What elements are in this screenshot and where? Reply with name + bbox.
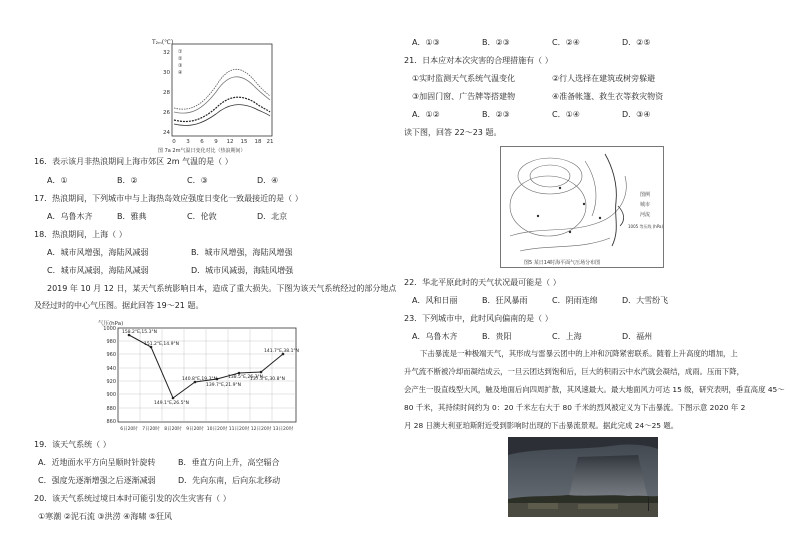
fig1-xtick: 9 xyxy=(214,139,218,145)
fig2-xtick: 13日20时 xyxy=(272,427,294,432)
fig1-ytick: 30 xyxy=(163,70,170,76)
q21-stem: 21．日本应对本次灾害的合理措施有（ ） xyxy=(404,56,553,65)
q18-stem: 18．热浪期间，上海（ ） xyxy=(34,230,127,239)
q21-item-4: ④准备帐篷、救生衣等救灾物资 xyxy=(552,92,664,101)
q18-option-a[interactable]: A．城市风增强，海陆风减弱 xyxy=(47,248,149,257)
q22-option-c[interactable]: C．阴雨连绵 xyxy=(552,296,598,305)
pressure-line-chart xyxy=(96,318,302,438)
q20-answer-a[interactable]: A．①③ xyxy=(412,38,440,47)
city-marker xyxy=(559,187,561,189)
city-marker xyxy=(569,231,571,233)
q21-item-2: ②行人选择在建筑或树旁躲避 xyxy=(552,74,656,83)
fig2-ytick: 900 xyxy=(106,392,116,398)
map-legend-river: 河流 xyxy=(640,212,651,218)
fig2-xtick: 9日20时 xyxy=(186,427,204,432)
point-label: 151.2°E,14.9°N xyxy=(144,342,180,347)
q21-option-a[interactable]: A．①② xyxy=(412,110,440,119)
pressure-point xyxy=(260,371,263,374)
q16-option-a[interactable]: A．① xyxy=(47,176,68,185)
q21-option-d[interactable]: D．③④ xyxy=(622,110,651,119)
map-legend-city: 城市 xyxy=(640,202,651,208)
fig2-ytick: 960 xyxy=(106,352,116,358)
q21-item-1: ①实时监测天气系统气温变化 xyxy=(412,74,516,83)
fig1-ytick: 28 xyxy=(163,90,170,96)
q23-option-a[interactable]: A．乌鲁木齐 xyxy=(412,332,458,341)
q20-stem: 20．该天气系统过境日本时可能引发的次生灾害有（ ） xyxy=(34,494,231,503)
intro19-line2: 及经过时的中心气压图。据此回答 19～21 题。 xyxy=(34,301,204,310)
q16-option-c[interactable]: C．③ xyxy=(187,176,208,185)
q17-option-b[interactable]: B．雅典 xyxy=(117,212,147,221)
q16-option-d[interactable]: D．④ xyxy=(257,176,279,185)
fig1-xtick: 21 xyxy=(266,139,274,145)
fig1-legend: ③ xyxy=(178,63,183,69)
q17-option-c[interactable]: C．伦敦 xyxy=(187,212,217,221)
point-label: 137.3°E,30.8°N xyxy=(250,377,286,382)
fig1-xtick: 12 xyxy=(226,139,234,145)
map-legend-isobar: 1005 等压线 (hPa) xyxy=(628,224,664,229)
q20-answer-b[interactable]: B．②③ xyxy=(482,38,510,47)
fig2-ytick: 860 xyxy=(106,419,116,425)
intro19-line1: 2019 年 10 月 12 日，某天气系统影响日本，造成了重大损失。下图为该天气系统经过的部分地点 xyxy=(47,284,397,293)
q19-option-d[interactable]: D．先向东南，后向东北移动 xyxy=(178,476,281,485)
q20-options: ①寒潮 ②泥石流 ③洪涝 ④海啸 ⑤狂风 xyxy=(38,512,173,521)
pressure-point xyxy=(172,397,175,400)
downburst-photo xyxy=(508,437,658,517)
intro22: 读下图，回答 22～23 题。 xyxy=(404,128,502,137)
q19-stem: 19．该天气系统（ ） xyxy=(34,440,111,449)
point-label: 158.2°E,15.3°N xyxy=(122,330,158,335)
q22-stem: 22．华北平原此时的天气状况最可能是（ ） xyxy=(404,278,561,287)
point-label: 149.1°E,26.5°N xyxy=(154,401,190,406)
point-label: 140.8°E,19.3°N xyxy=(182,377,218,382)
fig2-ylabel: 气压(hPa) xyxy=(98,321,124,327)
map-legend-title: 图例 xyxy=(640,192,651,198)
city-marker xyxy=(583,203,585,205)
q19-option-c[interactable]: C．强度先逐渐增强之后逐渐减弱 xyxy=(38,476,156,485)
para-line-4: 80 千米，其持续时间约为 0：20 千米左右大于 80 千米的烈风被定义为下击暴流。下图示意 2020 年 2 xyxy=(404,403,746,412)
q21-option-b[interactable]: B．②③ xyxy=(482,110,510,119)
fig2-xtick: 11日20时 xyxy=(228,427,250,432)
fig2-xtick: 12日20时 xyxy=(250,427,272,432)
q21-item-3: ③加固门窗、广告牌等搭建物 xyxy=(412,92,516,101)
q19-option-a[interactable]: A．近地面水平方向呈顺时针旋转 xyxy=(38,458,156,467)
fig2-ytick: 980 xyxy=(106,339,116,345)
fig1-xtick: 18 xyxy=(254,139,262,145)
fig2-xtick: 10日20时 xyxy=(206,427,228,432)
para-line-5: 月 28 日澳大利亚珀斯附近受到影响时出现的下击暴流景观。据此完成 24～25 题。 xyxy=(404,421,679,430)
pressure-point xyxy=(238,372,241,375)
q20-answer-d[interactable]: D．②⑤ xyxy=(622,38,651,47)
fig1-legend: ② xyxy=(178,56,183,62)
fig1-ylabel: T₂ₘ(℃) xyxy=(152,39,174,46)
fig1-ytick: 32 xyxy=(163,50,170,56)
q22-option-d[interactable]: D．大雪纷飞 xyxy=(622,296,669,305)
city-marker xyxy=(537,215,539,217)
q22-option-b[interactable]: B．狂风暴雨 xyxy=(482,296,528,305)
fig2-xtick: 7日20时 xyxy=(142,427,160,432)
fig1-ytick: 24 xyxy=(163,130,170,136)
fig2-ytick: 920 xyxy=(106,379,116,385)
fig2-ytick: 1000 xyxy=(103,326,116,332)
fig2-xtick: 8日20时 xyxy=(164,427,182,432)
q21-option-c[interactable]: C．①④ xyxy=(552,110,580,119)
q20-answer-c[interactable]: C．②④ xyxy=(552,38,580,47)
fig2-ytick: 880 xyxy=(106,406,116,412)
q17-option-d[interactable]: D．北京 xyxy=(257,212,288,221)
q17-option-a[interactable]: A．乌鲁木齐 xyxy=(47,212,93,221)
isobar-map xyxy=(500,146,664,268)
para-line-3: 会产生一股直线型大风，触及地面后向四周扩散，其风速最大。最大地面风力可达 15 级，研究表明，垂直高度 45～ xyxy=(404,385,785,394)
q23-option-b[interactable]: B．贵阳 xyxy=(482,332,512,341)
fig2-xtick: 6日20时 xyxy=(120,427,138,432)
para-line-2: 升气流不断被冷却而凝结成云，一旦云团达到饱和后，巨大的积雨云中水汽就会凝结，成雨。压而下降， xyxy=(404,367,744,376)
fig1-xtick: 0 xyxy=(172,139,176,145)
q23-option-c[interactable]: C．上海 xyxy=(552,332,582,341)
q23-option-d[interactable]: D．福州 xyxy=(622,332,653,341)
para-line-1: 下击暴流是一种极端天气，其形成与雷暴云团中的上冲和沉降紧密联系。随着上升高度的增加，上 xyxy=(420,349,738,358)
fig1-xtick: 3 xyxy=(186,139,190,145)
point-label: 139.7°E,21.9°N xyxy=(206,383,242,388)
q19-option-b[interactable]: B．垂直方向上升，高空辐合 xyxy=(178,458,280,467)
map-caption: 图5 某日14时海平面气压场分布图 xyxy=(524,260,601,266)
q18-option-d[interactable]: D．城市风减弱，海陆风增强 xyxy=(191,266,294,275)
fig2-ytick: 940 xyxy=(106,366,116,372)
fig1-legend: ④ xyxy=(178,70,183,76)
fig1-caption: 图 7a 2m气温日变化对比（热浪期间） xyxy=(158,148,246,154)
q16-option-b[interactable]: B．② xyxy=(117,176,138,185)
city-marker xyxy=(599,217,601,219)
q18-option-c[interactable]: C．城市风减弱，海陆风减弱 xyxy=(47,266,149,275)
q23-stem: 23．下列城市中，此时风向偏南的是（ ） xyxy=(404,314,553,323)
q18-option-b[interactable]: B．城市风增强，海陆风增强 xyxy=(191,248,293,257)
q22-option-a[interactable]: A．风和日丽 xyxy=(412,296,458,305)
temperature-line-chart xyxy=(150,36,280,154)
q16-stem: 16．表示该月非热浪期间上海市郊区 2m 气温的是（ ） xyxy=(34,157,233,166)
fig1-ytick: 26 xyxy=(163,110,170,116)
fig1-xtick: 6 xyxy=(200,139,204,145)
fig1-xtick: 15 xyxy=(240,139,248,145)
point-label: 141.7°E,38.1°N xyxy=(264,349,300,354)
fig1-legend: ① xyxy=(178,49,183,55)
q17-stem: 17．热浪期间，下列城市中与上海热岛效应强度日变化一致最接近的是（ ） xyxy=(34,194,303,203)
point-label: 138.5°E,26.3°N xyxy=(228,375,264,380)
